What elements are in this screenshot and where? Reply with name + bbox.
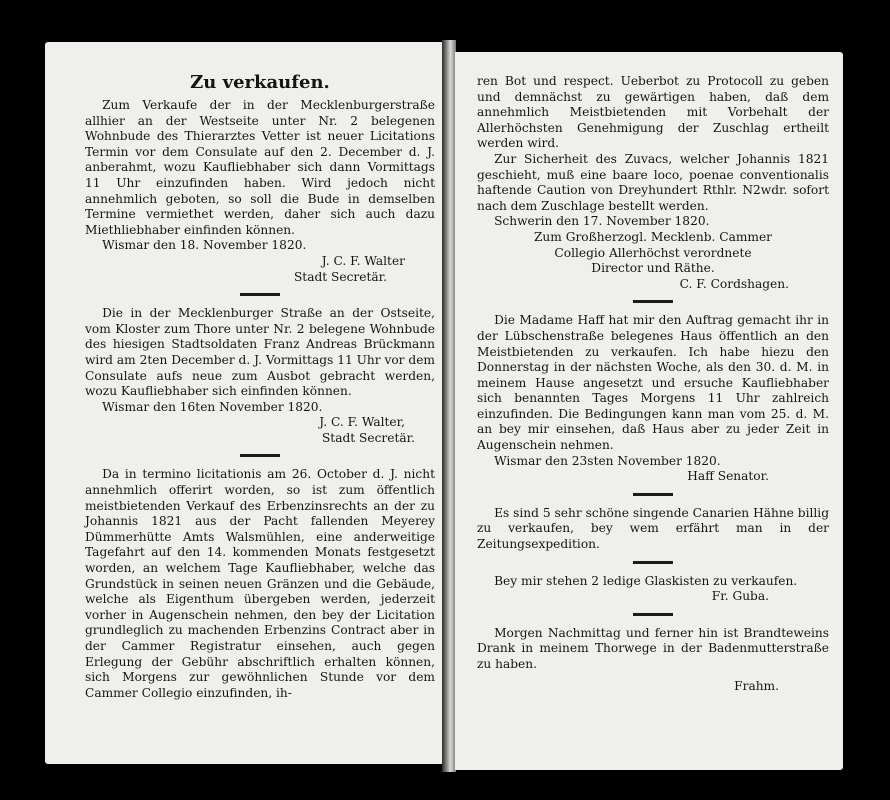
notice-4-signature: Haff Senator. <box>687 469 769 484</box>
left-column <box>85 72 435 701</box>
notice-3-text: Da in termino licitationis am 26. October d. J. nicht annehmlich offerirt worden, so ist zum öffentlich meistbietenden Verkauf des Erbenzinsrechts an der zu Johannis 1821 aus der Pacht fallenden Meyerey Dümmerhütte Amts Walsmühlen, eine anderweitige Tagefahrt auf den 14. kommenden Monats festgesetzt worden, an welchem Tage Kaufliebhaber, welche das Grundstück in seinen neuen Gränzen und die Gebäude, welche als Eigenthum übergeben werden, jederzeit vorher in Augenschein nehmen, den bey der Licitation grundleglich zu machenden Erbenzins Contract aber in der Cammer Registratur einsehen, auch gegen Erlegung der Gebühr abschriftlich erhalten können, sich Morgens zur gewöhnlichen Stunde vor dem Cammer Collegio einzufinden, ih- <box>85 467 435 700</box>
notice-2-signature-title: Stadt Secretär. <box>321 430 415 445</box>
notice-2-date: Wismar den 16ten November 1820. <box>102 399 323 414</box>
divider-rule <box>633 561 673 564</box>
notice-3-continued-text: ren Bot und respect. Ueberbot zu Protocoll zu geben und demnächst zu gewärtigen haben, daß dem annehmlich Meistbietenden mit Vorbehalt der Allerhöchsten Genehmigung der Zuschlag ertheilt werden wird. <box>477 74 829 151</box>
divider-rule <box>633 613 673 616</box>
notice-3-continued-text-2: Zur Sicherheit des Zuvacs, welcher Johannis 1821 geschieht, muß eine baare loco, poenae conventionalis haftende Caution von Dreyhundert Rthlr. N2wdr. sofort nach dem Zuschlage bestellt werden. <box>477 151 829 213</box>
divider-rule <box>633 300 673 303</box>
notice-1-date: Wismar den 18. November 1820. <box>102 238 307 253</box>
book-gutter <box>442 40 456 772</box>
notice-3-signature-line-2: Collegio Allerhöchst verordnete <box>554 245 752 260</box>
notice-7-signature: Frahm. <box>734 678 779 693</box>
notice-4-text: Die Madame Haff hat mir den Auftrag gemacht ihr in der Lübschenstraße belegenes Haus öffentlich an den Meistbietenden zu verkaufen. Ich habe hiezu den Donnerstag in der nächsten Woche, als den 30. d. M. in meinem Hause angesetzt und ersuche Kaufliebhaber sich benannten Tages Morgens 11 Uhr zahlreich einzufinden. Die Bedingungen kann man vom 25. d. M. an bey mir einsehen, daß Haus aber zu jeder Zeit in Augenschein nehmen. <box>477 313 829 453</box>
notice-3-signature-line-1: Zum Großherzogl. Mecklenb. Cammer <box>533 229 773 244</box>
notice-2-text: Die in der Mecklenburger Straße an der Ostseite, vom Kloster zum Thore unter Nr. 2 belegene Wohnbude des hiesigen Stadtsoldaten Franz Andreas Brückmann wird am 2ten December d. J. Vormittags 11 Uhr vor dem Consulate aufs neue zum Ausbot gebracht werden, wozu Kaufliebhaber sich einfinden können. <box>85 306 435 399</box>
section-heading: Zu verkaufen. <box>190 72 330 93</box>
notice-3-date: Schwerin den 17. November 1820. <box>494 214 710 229</box>
divider-rule <box>633 493 673 496</box>
notice-6-text: Bey mir stehen 2 ledige Glaskisten zu verkaufen. <box>494 573 798 588</box>
notice-1-text: Zum Verkaufe der in der Mecklenburgerstraße allhier an der Westseite unter Nr. 2 belegenen Wohnbude des Thierarztes Vetter ist neuer Licitations Termin vor dem Consulate auf den 2. December d. J. anberahmt, wozu Kaufliebhaber sich dann Vormittags 11 Uhr einzufinden haben. Wird jedoch nicht annehmlich geboten, so soll die Bude in demselben Termine vermiethet werden, daher sich auch dazu Miethliebhaber einfinden können. <box>85 98 435 237</box>
notice-5-text: Es sind 5 sehr schöne singende Canarien Hähne billig zu verkaufen, bey wem erfährt man in der Zeitungsexpedition. <box>477 505 829 552</box>
notice-3-signature-line-3: Director und Räthe. <box>591 261 715 276</box>
divider-rule <box>240 293 280 296</box>
notice-4-date: Wismar den 23sten November 1820. <box>494 453 721 468</box>
right-page <box>455 52 843 770</box>
right-column <box>477 74 829 694</box>
notice-1-signature-name: J. C. F. Walter <box>321 253 405 268</box>
notice-1-signature-title: Stadt Secretär. <box>293 269 387 284</box>
notice-2-signature-name: J. C. F. Walter, <box>319 415 405 430</box>
notice-3-signature-line-4: C. F. Cordshagen. <box>679 276 789 291</box>
notice-7-text: Morgen Nachmittag und ferner hin ist Brandteweins Drank in meinem Thorwege in der Badenmutterstraße zu haben. <box>477 625 829 671</box>
divider-rule <box>240 454 280 457</box>
left-page <box>45 42 443 764</box>
notice-6-signature: Fr. Guba. <box>711 589 769 604</box>
